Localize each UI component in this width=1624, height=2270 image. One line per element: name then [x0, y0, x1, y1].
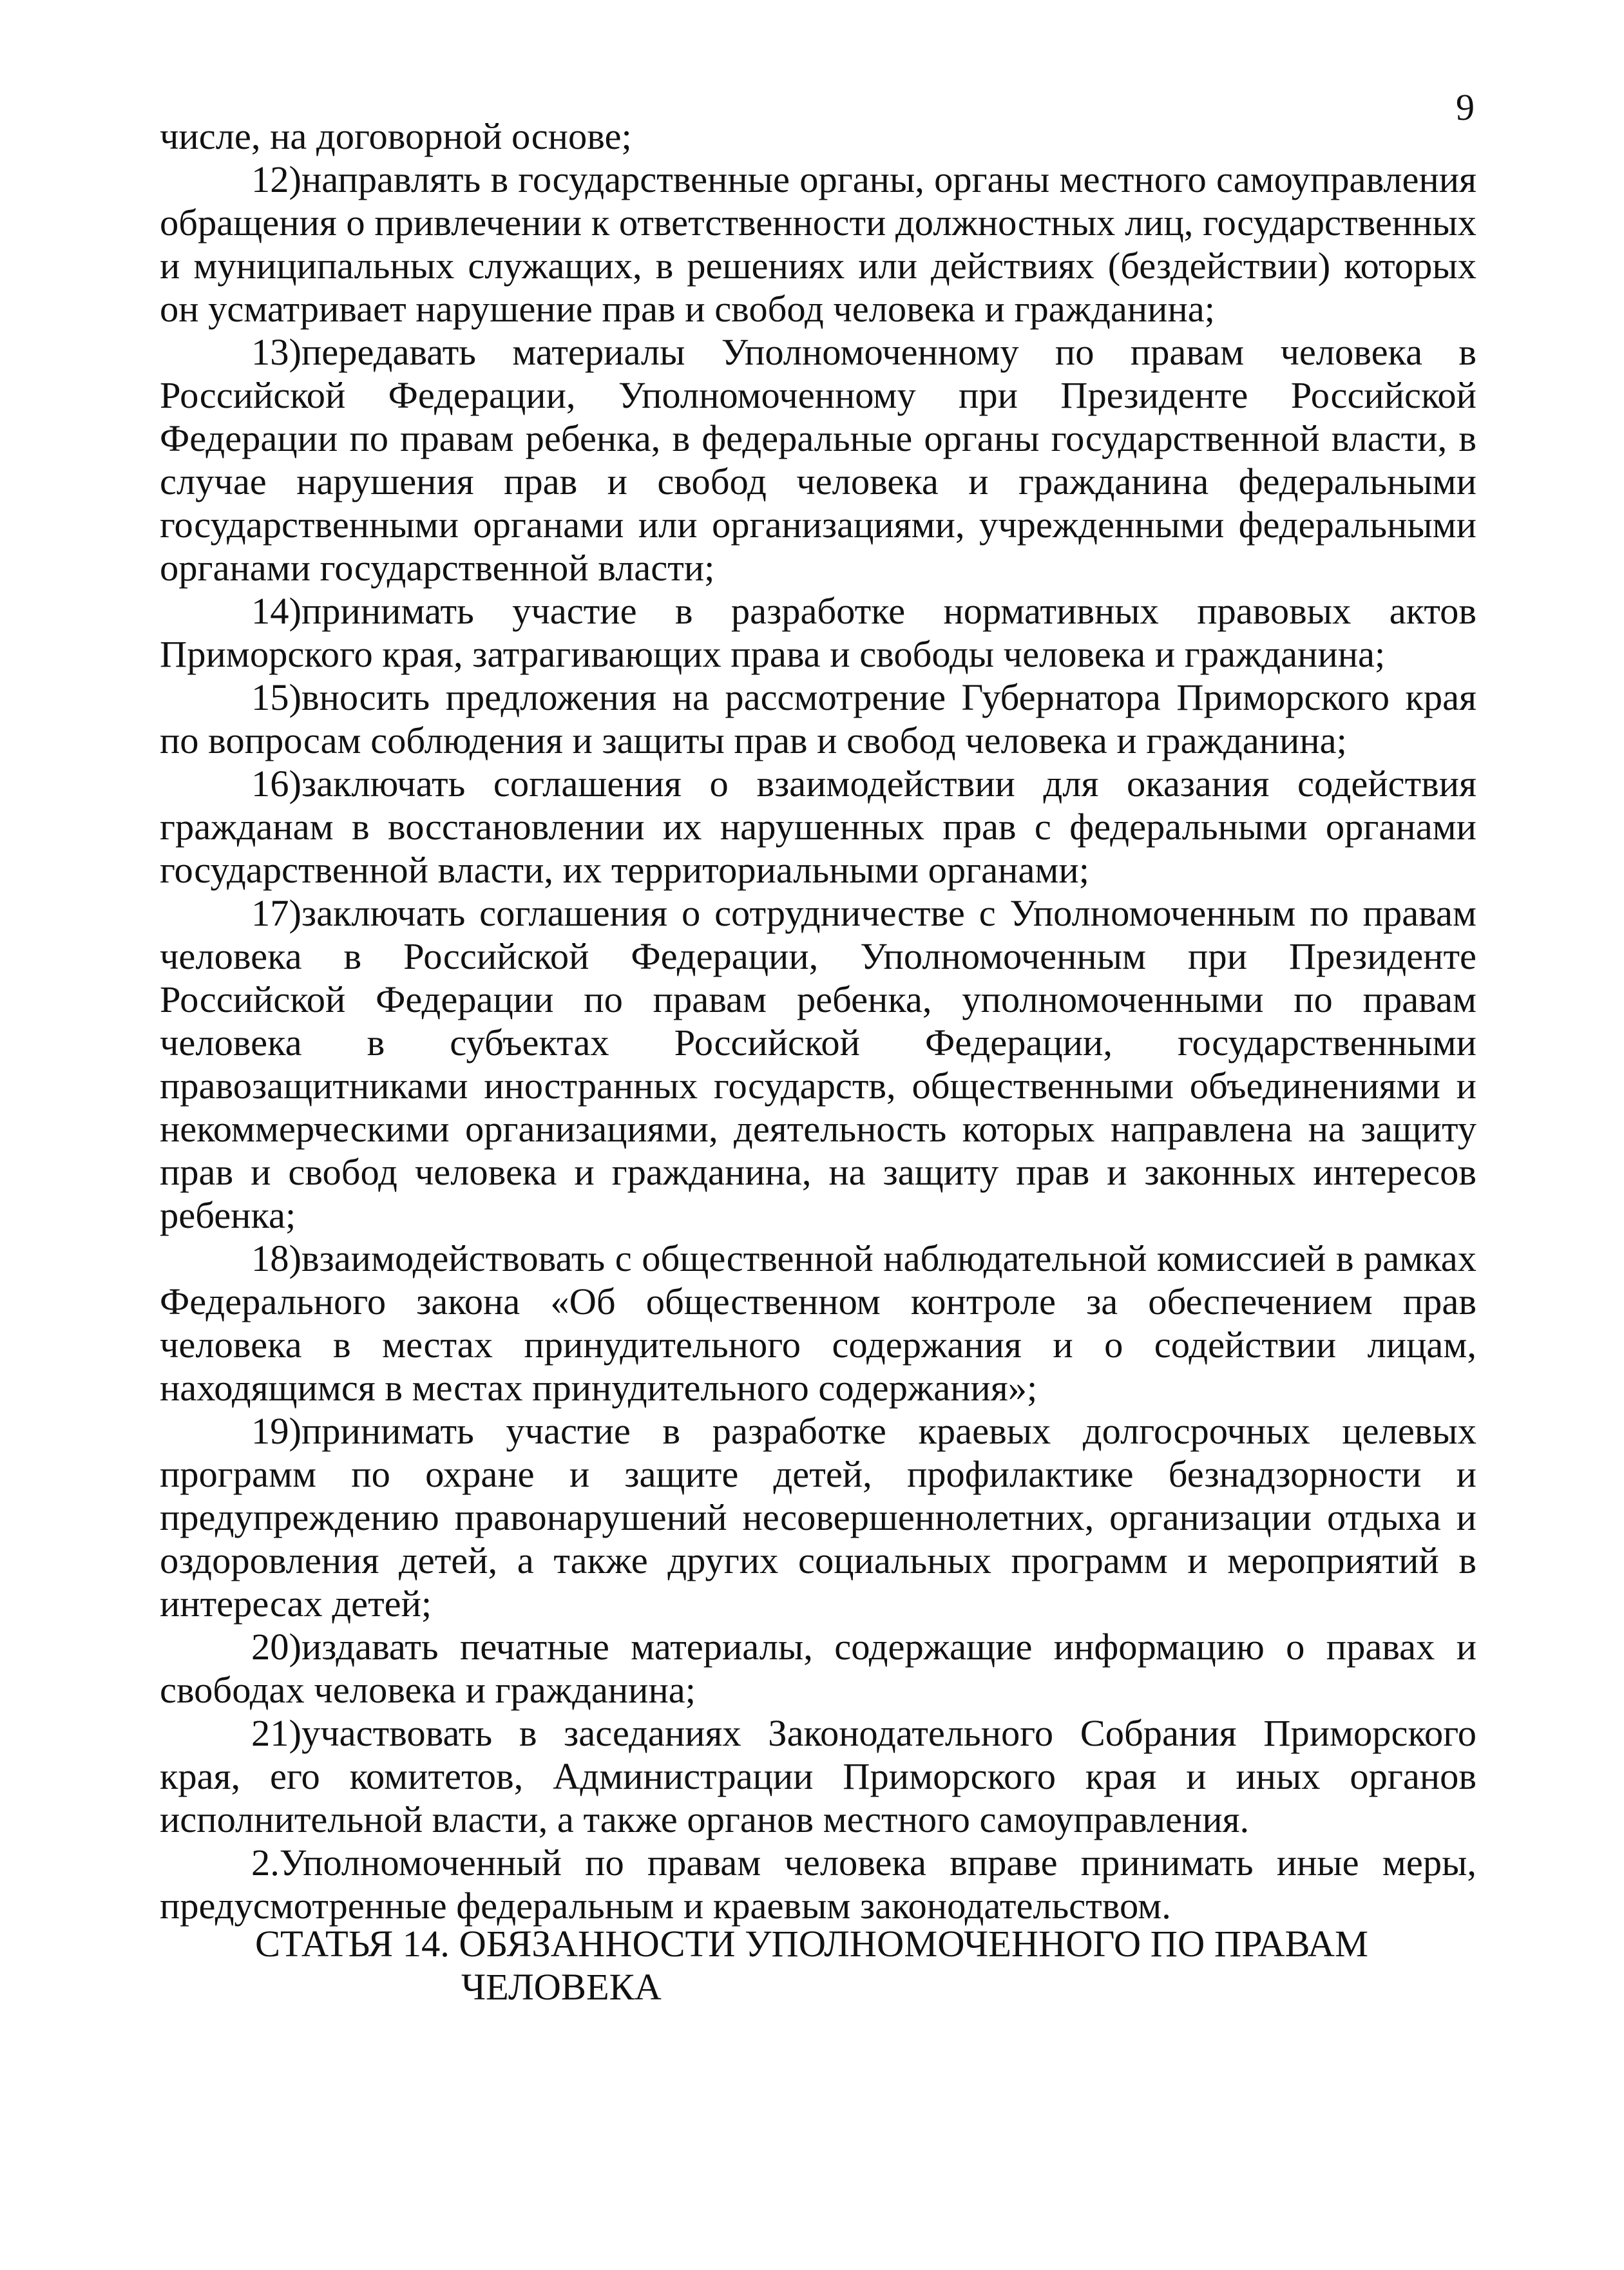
- paragraph-item-21: 21)участвовать в заседаниях Законодательного Собрания Приморского края, его комитетов, Администрации Приморского края и иных органов исполнительной власти, а также органов местного самоуправления.: [160, 1712, 1476, 1840]
- paragraph-item-13: 13)передавать материалы Уполномоченному по правам человека в Российской Федерации, Уполномоченному при Президенте Российской Федерации по правам ребенка, в федеральные органы государственной власти, в случае нарушения прав и свобод человека и гражданина федеральными государственными органами или организациями, учрежденными федеральными органами государственной власти;: [160, 331, 1476, 589]
- article-heading: [160, 1922, 1476, 2008]
- paragraph-item-17: 17)заключать соглашения о сотрудничестве с Уполномоченным по правам человека в Российской Федерации, Уполномоченным при Президенте Российской Федерации по правам ребенка, уполномоченными по правам человека в субъектах Российской Федерации, государственными правозащитниками иностранных государств, общественными объединениями и некоммерческими организациями, деятельность которых направлена на защиту прав и свобод человека и гражданина, на защиту прав и законных интересов ребенка;: [160, 892, 1476, 1236]
- paragraph-item-20: 20)издавать печатные материалы, содержащие информацию о правах и свободах человека и гражданина;: [160, 1626, 1476, 1711]
- paragraph-item-18: 18)взаимодействовать с общественной наблюдательной комиссией в рамках Федерального закона «Об общественном контроле за обеспечением прав человека в местах принудительного содержания и о содействии лицам, находящимся в местах принудительного содержания»;: [160, 1237, 1476, 1409]
- paragraph-item-12: 12)направлять в государственные органы, органы местного самоуправления обращения о привлечении к ответственности должностных лиц, государственных и муниципальных служащих, в решениях или действиях (бездействии) которых он усматривает нарушение прав и свобод человека и гражданина;: [160, 158, 1476, 330]
- paragraph-item-14: 14)принимать участие в разработке нормативных правовых актов Приморского края, затрагивающих права и свободы человека и гражданина;: [160, 590, 1476, 675]
- paragraph-item-15: 15)вносить предложения на рассмотрение Губернатора Приморского края по вопросам соблюдения и защиты прав и свобод человека и гражданина;: [160, 676, 1476, 761]
- page-number: 9: [1456, 86, 1475, 128]
- article-heading-line2: ЧЕЛОВЕКА: [461, 1966, 662, 2008]
- paragraph-item-16: 16)заключать соглашения о взаимодействии для оказания содействия гражданам в восстановлении их нарушенных прав с федеральными органами государственной власти, их территориальными органами;: [160, 763, 1476, 891]
- paragraph-continuation: числе, на договорной основе;: [160, 115, 632, 157]
- paragraph-item-19: 19)принимать участие в разработке краевых долгосрочных целевых программ по охране и защите детей, профилактике безнадзорности и предупреждению правонарушений несовершеннолетних, организации отдыха и оздоровления детей, а также других социальных программ и мероприятий в интересах детей;: [160, 1410, 1476, 1625]
- paragraph-section-2: 2.Уполномоченный по правам человека вправе принимать иные меры, предусмотренные федеральным и краевым законодательством.: [160, 1842, 1476, 1927]
- article-heading-line1: СТАТЬЯ 14. ОБЯЗАННОСТИ УПОЛНОМОЧЕННОГО ПО ПРАВАМ: [255, 1923, 1369, 1965]
- document-body: [160, 115, 1476, 1927]
